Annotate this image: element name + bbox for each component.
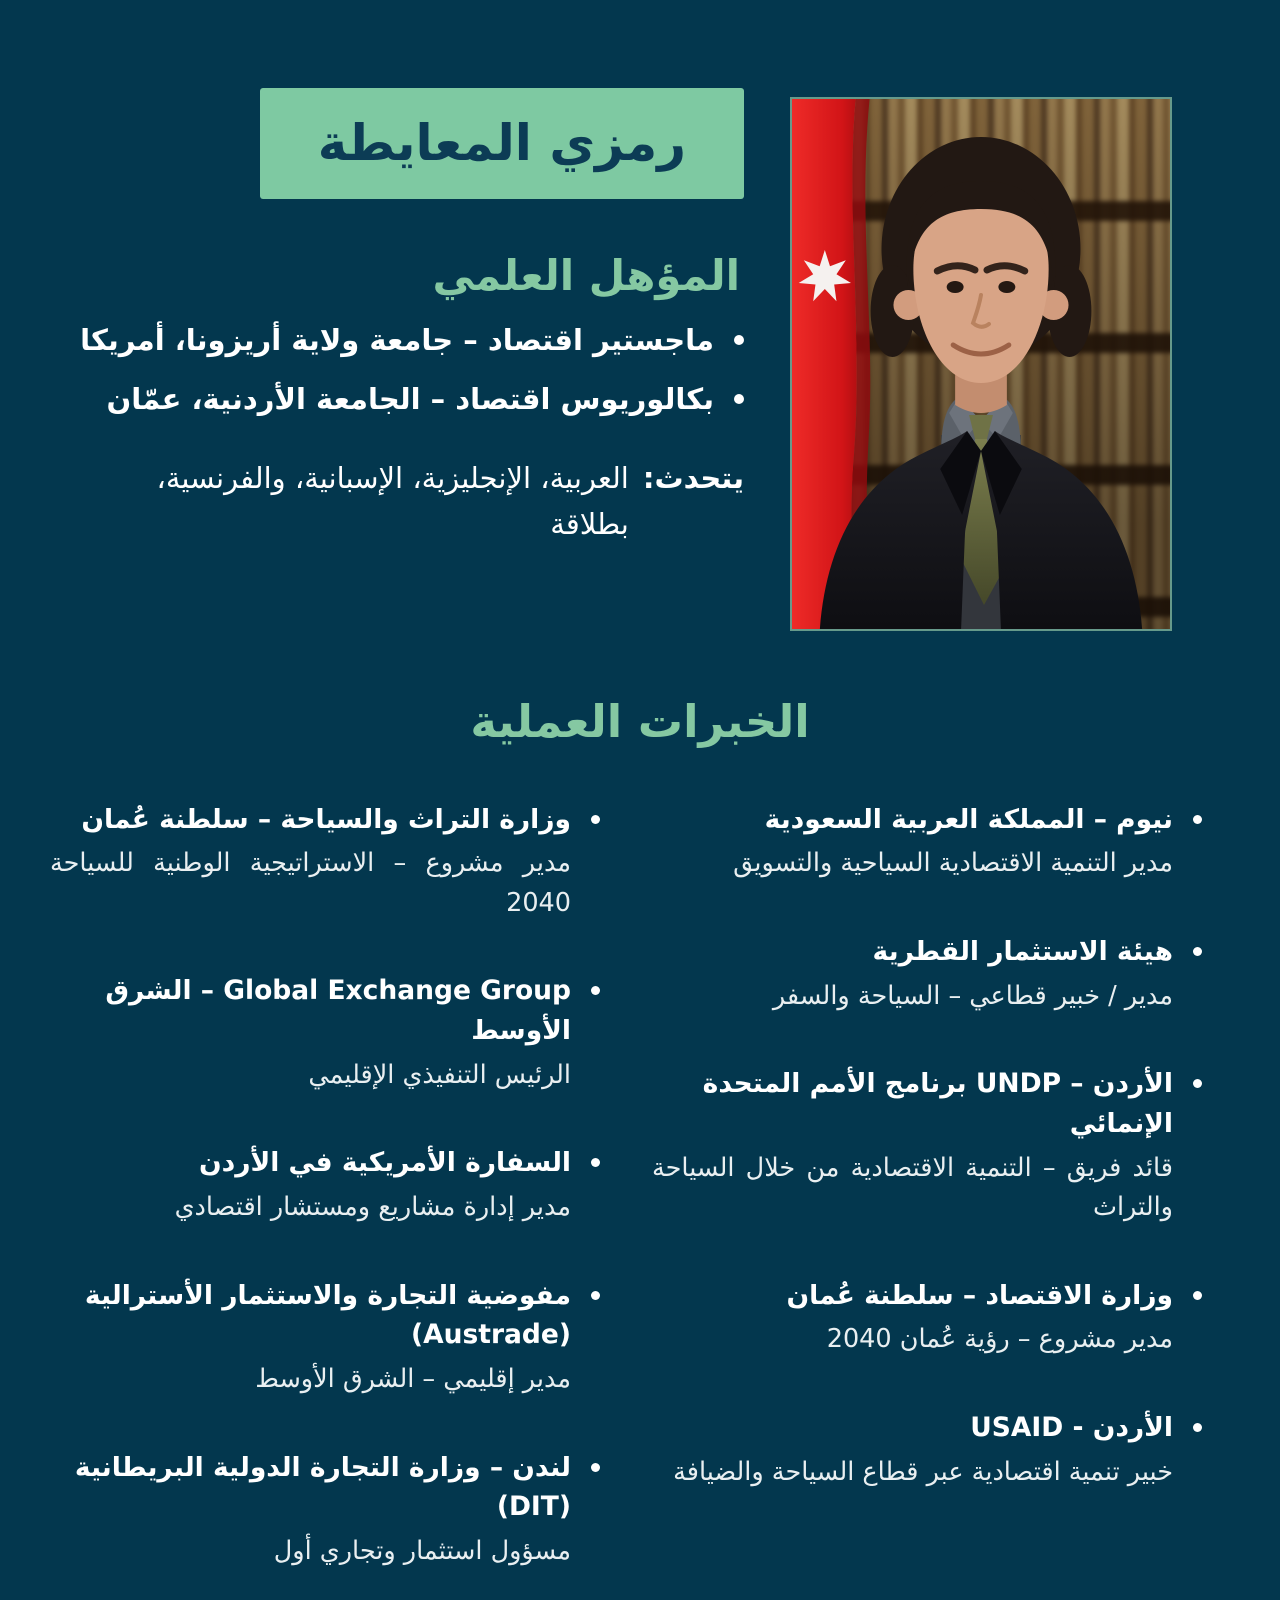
experience-column-right <box>652 800 1202 1541</box>
experience-body <box>50 1143 571 1227</box>
experience-body <box>50 1448 571 1572</box>
experience-body <box>652 1408 1173 1492</box>
experience-body <box>50 971 571 1095</box>
qualification-text: بكالوريوس اقتصاد – الجامعة الأردنية، عمّان <box>106 381 714 416</box>
photo-column <box>792 0 1280 631</box>
bullet-icon <box>591 815 600 824</box>
experience-org: وزارة التراث والسياحة – سلطنة عُمان <box>81 803 571 835</box>
experience-item <box>50 800 600 924</box>
experience-item <box>652 1276 1202 1360</box>
person-name: رمزي المعايطة <box>317 114 686 172</box>
bullet-icon <box>734 394 744 404</box>
experience-item <box>50 1276 600 1400</box>
experience-body <box>50 1276 571 1400</box>
qualifications-title: المؤهل العلمي <box>432 250 740 300</box>
bullet-icon <box>1193 947 1202 956</box>
experience-body <box>652 932 1173 1016</box>
experience-body <box>50 800 571 924</box>
languages-label: يتحدث: <box>642 461 744 496</box>
portrait-illustration <box>792 99 1170 629</box>
experience-body <box>652 800 1173 884</box>
experience-org: الأردن - USAID <box>970 1411 1173 1443</box>
experience-org: الأردن – UNDP برنامج الأمم المتحدة الإنمائي <box>702 1068 1173 1139</box>
experience-role: مدير / خبير قطاعي – السياحة والسفر <box>772 980 1173 1011</box>
experience-role: مدير إقليمي – الشرق الأوسط <box>255 1364 571 1395</box>
experience-role: مدير التنمية الاقتصادية السياحية والتسويق <box>733 848 1173 879</box>
experience-item <box>652 1408 1202 1492</box>
top-section <box>0 0 1280 631</box>
experience-item <box>652 800 1202 884</box>
experience-role: مدير إدارة مشاريع ومستشار اقتصادي <box>174 1192 571 1223</box>
experience-body <box>652 1276 1173 1360</box>
bullet-icon <box>591 1463 600 1472</box>
bullet-icon <box>1193 1079 1202 1088</box>
bullet-icon <box>734 335 744 345</box>
experience-role: مدير مشروع – الاستراتيجية الوطنية للسياحة 2040 <box>50 848 571 918</box>
experience-role: خبير تنمية اقتصادية عبر قطاع السياحة والضيافة <box>673 1456 1173 1487</box>
experience-org: وزارة الاقتصاد – سلطنة عُمان <box>786 1279 1173 1311</box>
experience-item <box>652 1064 1202 1228</box>
experience-item <box>50 1143 600 1227</box>
bullet-icon <box>591 1291 600 1300</box>
qualifications-list <box>56 319 744 421</box>
qualification-item <box>56 319 744 363</box>
info-column <box>0 0 792 548</box>
experience-org: مفوضية التجارة والاستثمار الأسترالية (Austrade) <box>84 1279 571 1351</box>
experience-grid <box>0 752 1280 1600</box>
languages-fluency: بطلاقة <box>550 507 629 542</box>
profile-photo <box>790 97 1172 631</box>
bullet-icon <box>1193 1291 1202 1300</box>
bullet-icon <box>591 986 600 995</box>
experience-role: قائد فريق – التنمية الاقتصادية من خلال السياحة والتراث <box>652 1152 1173 1223</box>
experience-column-left <box>50 800 600 1600</box>
languages-line <box>56 455 744 548</box>
experience-item <box>50 971 600 1095</box>
languages-text: العربية، الإنجليزية، الإسبانية، والفرنسية، <box>156 461 629 496</box>
experience-role: مسؤول استثمار وتجاري أول <box>273 1536 571 1567</box>
bullet-icon <box>1193 1423 1202 1432</box>
experience-role: مدير مشروع – رؤية عُمان 2040 <box>826 1324 1173 1355</box>
experience-title: الخبرات العملية <box>470 695 810 748</box>
experience-org: Global Exchange Group – الشرق الأوسط <box>105 975 571 1047</box>
experience-org: لندن – وزارة التجارة الدولية البريطانية (DIT) <box>74 1451 571 1523</box>
qualification-item <box>56 378 744 422</box>
languages-body <box>157 455 629 548</box>
bullet-icon <box>591 1158 600 1167</box>
experience-item <box>50 1448 600 1572</box>
bullet-icon <box>1193 815 1202 824</box>
experience-body <box>652 1064 1173 1228</box>
experience-org: هيئة الاستثمار القطرية <box>872 935 1173 967</box>
name-badge <box>260 88 744 199</box>
experience-org: السفارة الأمريكية في الأردن <box>198 1147 571 1179</box>
experience-role: الرئيس التنفيذي الإقليمي <box>308 1059 571 1090</box>
qualification-text: ماجستير اقتصاد – جامعة ولاية أريزونا، أمريكا <box>80 323 714 358</box>
experience-org: نيوم – المملكة العربية السعودية <box>764 803 1173 835</box>
experience-item <box>652 932 1202 1016</box>
